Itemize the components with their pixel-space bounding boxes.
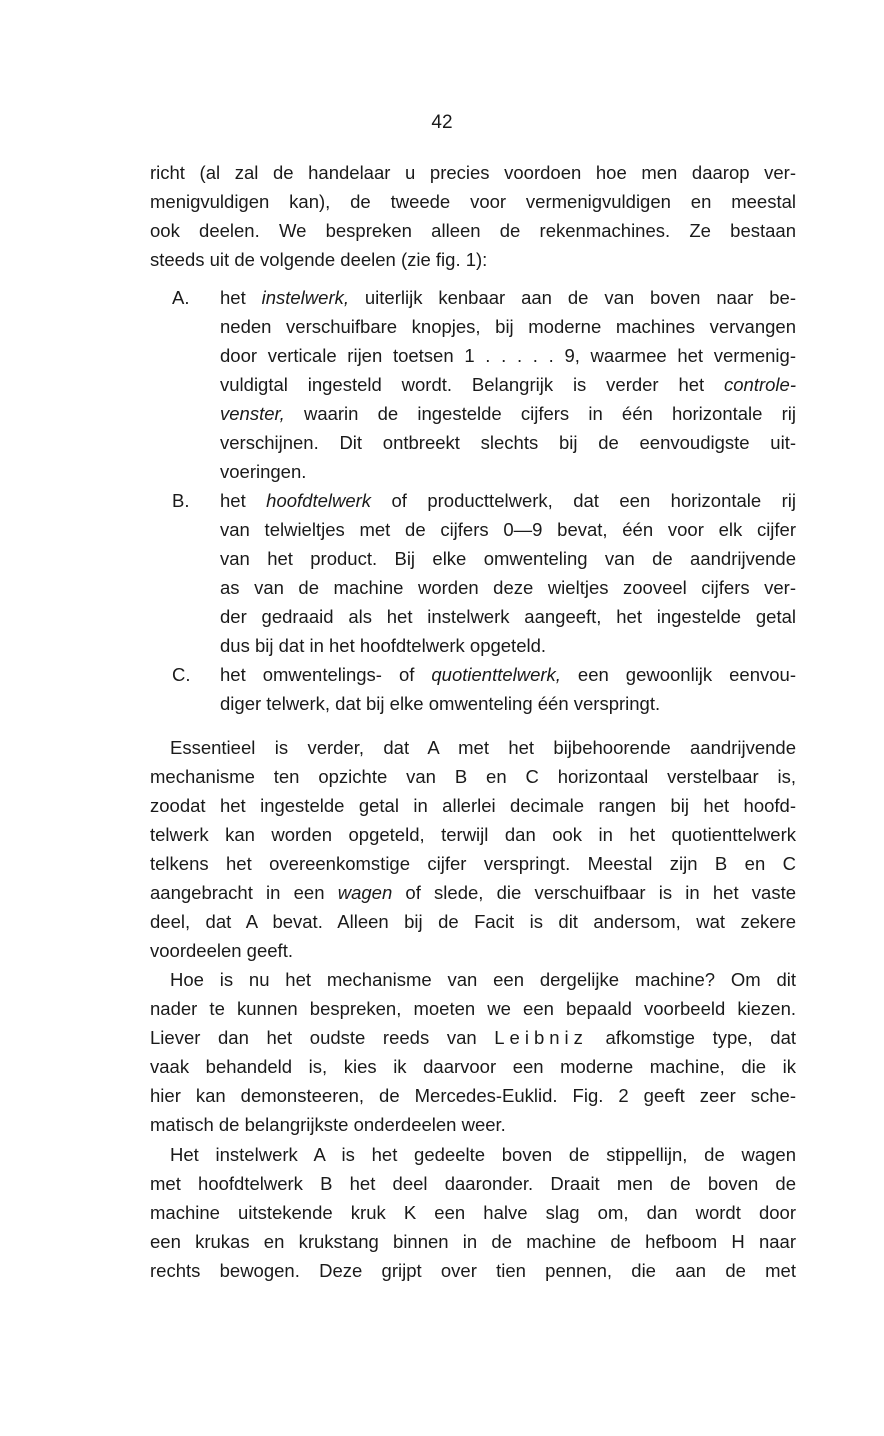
list-item-c [150, 660, 796, 718]
emphasis-term: controle- [724, 374, 796, 395]
text-line: door verticale rijen toetsen 1 . . . . . 9, waarmee het vermenig- [220, 345, 796, 366]
text-line: voeringen. [220, 461, 307, 482]
text-line: rechts bewogen. Deze grijpt over tien pennen, die aan de met [150, 1260, 796, 1281]
text-line: ook deelen. We bespreken alleen de rekenmachines. Ze bestaan [150, 220, 796, 241]
text-line: verschijnen. Dit ontbreekt slechts bij de eenvoudigste uit- [220, 432, 796, 453]
paragraph-essentieel [150, 733, 796, 965]
text-line: mechanisme ten opzichte van B en C horizontaal verstelbaar is, [150, 766, 796, 787]
text-line: richt (al zal de handelaar u precies voordoen hoe men daarop ver- [150, 162, 796, 183]
emphasis-term: quotienttelwerk, [431, 664, 561, 685]
list-letter: B. [172, 490, 190, 511]
text-line: telkens het overeenkomstige cijfer verspringt. Meestal zijn B en C [150, 853, 796, 874]
text-line: van telwieltjes met de cijfers 0—9 bevat, één voor elk cijfer [220, 519, 796, 540]
list-item-b [150, 486, 796, 660]
list-letter: A. [172, 287, 190, 308]
text-line: een krukas en krukstang binnen in de machine de hefboom H naar [150, 1231, 796, 1252]
text-line: deel, dat A bevat. Alleen bij de Facit is dit andersom, wat zekere [150, 911, 796, 932]
intro-paragraph [150, 158, 796, 274]
text-line: venster, waarin de ingestelde cijfers in één horizontale rij [220, 403, 796, 424]
spaced-name: Leibniz [494, 1027, 588, 1048]
text-line: vaak behandeld is, kies ik daarvoor een moderne machine, die ik [150, 1056, 796, 1077]
text-line: matisch de belangrijkste onderdeelen weer. [150, 1114, 506, 1135]
emphasis-term: wagen [337, 882, 393, 903]
emphasis-term: hoofdtelwerk [266, 490, 372, 511]
text-line: van het product. Bij elke omwenteling van de aandrijvende [220, 548, 796, 569]
text-line: het instelwerk, uiterlijk kenbaar aan de van boven naar be- [220, 287, 796, 308]
text-line: nader te kunnen bespreken, moeten we een bepaald voorbeeld kiezen. [150, 998, 796, 1019]
text-line: menigvuldigen kan), de tweede voor vermenigvuldigen en meestal [150, 191, 796, 212]
text-line: hier kan demonsteeren, de Mercedes-Euklid. Fig. 2 geeft zeer sche- [150, 1085, 796, 1106]
list-item-a [150, 283, 796, 486]
text-line: telwerk kan worden opgeteld, terwijl dan ook in het quotienttelwerk [150, 824, 796, 845]
text-line: diger telwerk, dat bij elke omwenteling één verspringt. [220, 693, 661, 714]
page-number: 42 [431, 112, 453, 133]
emphasis-term: instelwerk, [261, 287, 349, 308]
text-line: voordeelen geeft. [150, 940, 293, 961]
text-line: neden verschuifbare knopjes, bij moderne machines vervangen [220, 316, 796, 337]
text-line: met hoofdtelwerk B het deel daaronder. Draait men de boven de [150, 1173, 796, 1194]
text-line: Essentieel is verder, dat A met het bijbehoorende aandrijvende [170, 737, 796, 758]
text-line: as van de machine worden deze wieltjes zooveel cijfers ver- [220, 577, 796, 598]
text-line: het hoofdtelwerk of producttelwerk, dat een horizontale rij [220, 490, 796, 511]
text-line: steeds uit de volgende deelen (zie fig. 1): [150, 249, 488, 270]
emphasis-term: venster, [220, 403, 285, 424]
text-line: machine uitstekende kruk K een halve slag om, dan wordt door [150, 1202, 796, 1223]
text-line: aangebracht in een wagen of slede, die verschuifbaar is in het vaste [150, 882, 797, 903]
text-line: Liever dan het oudste reeds van Leibniz afkomstige type, dat [150, 1027, 797, 1048]
text-line: Het instelwerk A is het gedeelte boven de stippellijn, de wagen [170, 1144, 796, 1165]
paragraph-mechanisme [150, 965, 796, 1139]
paragraph-instelwerk [150, 1140, 796, 1285]
list-letter: C. [172, 664, 191, 685]
text-line: het omwentelings- of quotienttelwerk, een gewoonlijk eenvou- [220, 664, 797, 685]
text-line: vuldigtal ingesteld wordt. Belangrijk is verder het controle- [220, 374, 796, 395]
text-line: der gedraaid als het instelwerk aangeeft, het ingestelde getal [220, 606, 796, 627]
text-line: dus bij dat in het hoofdtelwerk opgeteld. [220, 635, 547, 656]
text-line: Hoe is nu het mechanisme van een dergelijke machine? Om dit [170, 969, 796, 990]
text-line: zoodat het ingestelde getal in allerlei decimale rangen bij het hoofd- [150, 795, 796, 816]
